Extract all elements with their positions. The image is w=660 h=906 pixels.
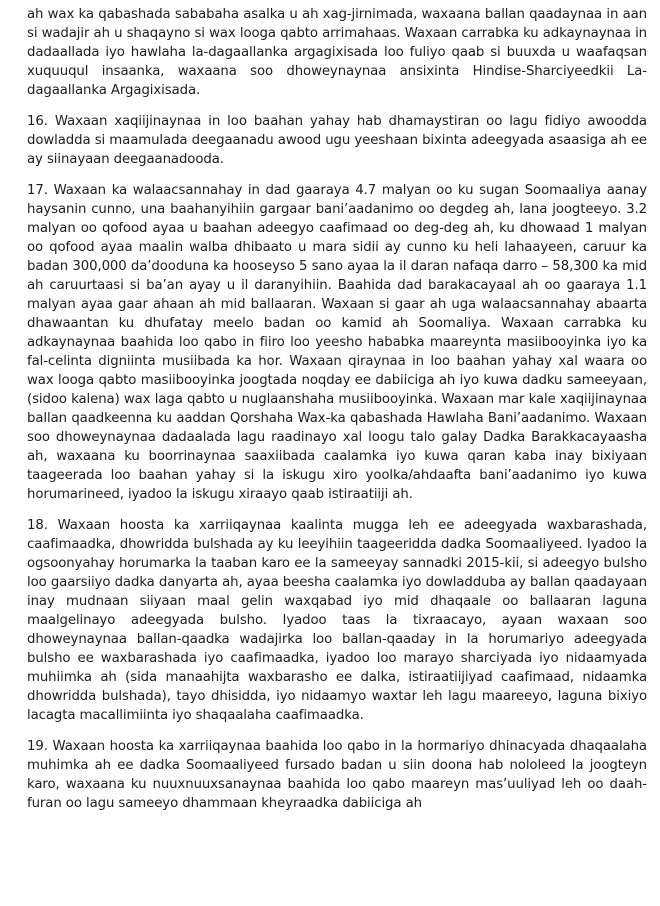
paragraph-number: 17.: [27, 183, 48, 198]
paragraph-number: 16.: [27, 114, 48, 129]
paragraph-17: [27, 181, 647, 504]
paragraph-text: Waxaan xaqiijinaynaa in loo baahan yahay hab dhamaystiran oo lagu fidiyo awoodda dowladda si maamulada deegaanadu awood ugu yeeshaan bixinta adeegyada asaasiga ah ee ay siinayaan deegaanadooda.: [27, 114, 647, 167]
paragraph-number: 18.: [27, 518, 48, 533]
paragraph-number: 19.: [27, 739, 48, 754]
paragraph-continuation: [27, 5, 647, 100]
paragraph-text: Waxaan hoosta ka xarriiqaynaa baahida loo qabo in la hormariyo dhinacyada dhaqaalaha muhimka ah ee dadka Soomaaliyeed fursado badan u siin doona hab nololeed la joogteyn karo, waxaana ku nuuxnuuxsanaynaa baahida loo qabo maareyn mas’uuliyad leh oo daah-furan oo lagu sameeyo dhammaan kheyraadka dabiiciga ah: [27, 739, 647, 811]
paragraph-19: [27, 737, 647, 813]
paragraph-18: [27, 516, 647, 725]
paragraph-text: ah wax ka qabashada sababaha asalka u ah xag-jirnimada, waxaana ballan qaadaynaa in aan si wadajir ah u shaqayno si wax looga qabto arrimahaas. Waxaan carrabka ku adkaynaynaa in dadaallada iyo hawlaha la-dagaallanka argagixisada loo fuliyo qaab si buuxda u waafaqsan xuquuqul insaanka, waxaana soo dhoweynaynaa ansixinta Hindise-Sharciyeedkii La-dagaallanka Argagixisada.: [27, 7, 647, 98]
paragraph-16: [27, 112, 647, 169]
paragraph-text: Waxaan ka walaacsannahay in dad gaaraya 4.7 malyan oo ku sugan Soomaaliya aanay haysanin cunno, una baahanyihiin gargaar bani’aadanimo oo degdeg ah, lana joogteeyo. 3.2 malyan oo qofood ayaa u baahan adeegyo caafimaad oo deg-deg ah, ku dhowaad 1 malyan oo qofood ayaa maalin walba dhibaato u mara sidii ay cunno ku heli lahaayeen, caruur ka badan 300,000 da’dooduna ka hooseyso 5 sano ayaa la il daran nafaqa darro – 58,300 ka mid ah caruurtaasi si ba’an ayay u il daranyihiin. Baahida dad barakacayaal ah oo gaaraya 1.1 malyan ayaa gaar ahaan ah mid ballaaran. Waxaan si gaar ah uga walaacsannahay abaarta dhawaantan ku dhufatay meelo badan oo kamid ah Soomaliya. Waxaan carrabka ku adkaynaynaa baahida loo qabo in fiiro loo yeesho hababka maareynta masiibooyinka iyo ka fal-celinta digniinta musiibada ka hor. Waxaan qiraynaa in loo baahan yahay xal waara oo wax looga qabto masiibooyinka joogtada noqday ee dabiiciga ah iyo kuwa dadku sameeyaan, (sidoo kalena) wax laga qabto u nuglaanshaha musiibooyinka. Waxaan mar kale xaqiijinaynaa ballan qaadkeenna ku aaddan Qorshaha Wax-ka qabashada Hawlaha Bani’aadanimo. Waxaan soo dhoweynaynaa dadaalada lagu raadinayo xal loogu talo galay Dadka Barakkacayaasha ah, waxaana ku boorrinaynaa saaxiibada caalamka iyo kuwa qaran kaba inay bixiyaan taageerada loo baahan yahay si la iskugu xiro yoolka/ahdaafta bani’aadanimo iyo kuwa horumarineed, iyadoo la iskugu xiraayo qaab istiraatiiji ah.: [27, 183, 647, 502]
paragraph-text: Waxaan hoosta ka xarriiqaynaa kaalinta mugga leh ee adeegyada waxbarashada, caafimaadka, dhowridda bulshada ay ku leeyihiin taageeridda dadka Soomaaliyeed. Iyadoo la ogsoonyahay horumarka la taaban karo ee la sameeyay sannadki 2015-kii, si adeegyo bulsho loo gaarsiiyo dadka danyarta ah, ayaa beesha caalamka iyo dowladduba ay ballan qaadayaan inay mudnaan siiyaan maal gelin waxqabad iyo mid dhaqaale oo ballaaran laguna maalgelinayo adeegyada bulsho. Iyadoo taas la tixraacayo, ayaan waxaan soo dhoweynaynaa ballan-qaadka wadajirka loo ballan-qaaday in la horumariyo adeegyada bulsho ee waxbarashada iyo caafimaadka, iyadoo loo marayo sharciyada iyo nidaamyada muhiimka ah (sida manaahijta waxbarasho ee dalka, istiraatiijiyad caafimaad, nidaamka dhowridda bulshada), tayo dhisidda, iyo nidaamyo waxtar leh lagu maareeyo, laguna bixiyo lacagta macallimiinta iyo shaqaalaha caafimaadka.: [27, 518, 647, 723]
